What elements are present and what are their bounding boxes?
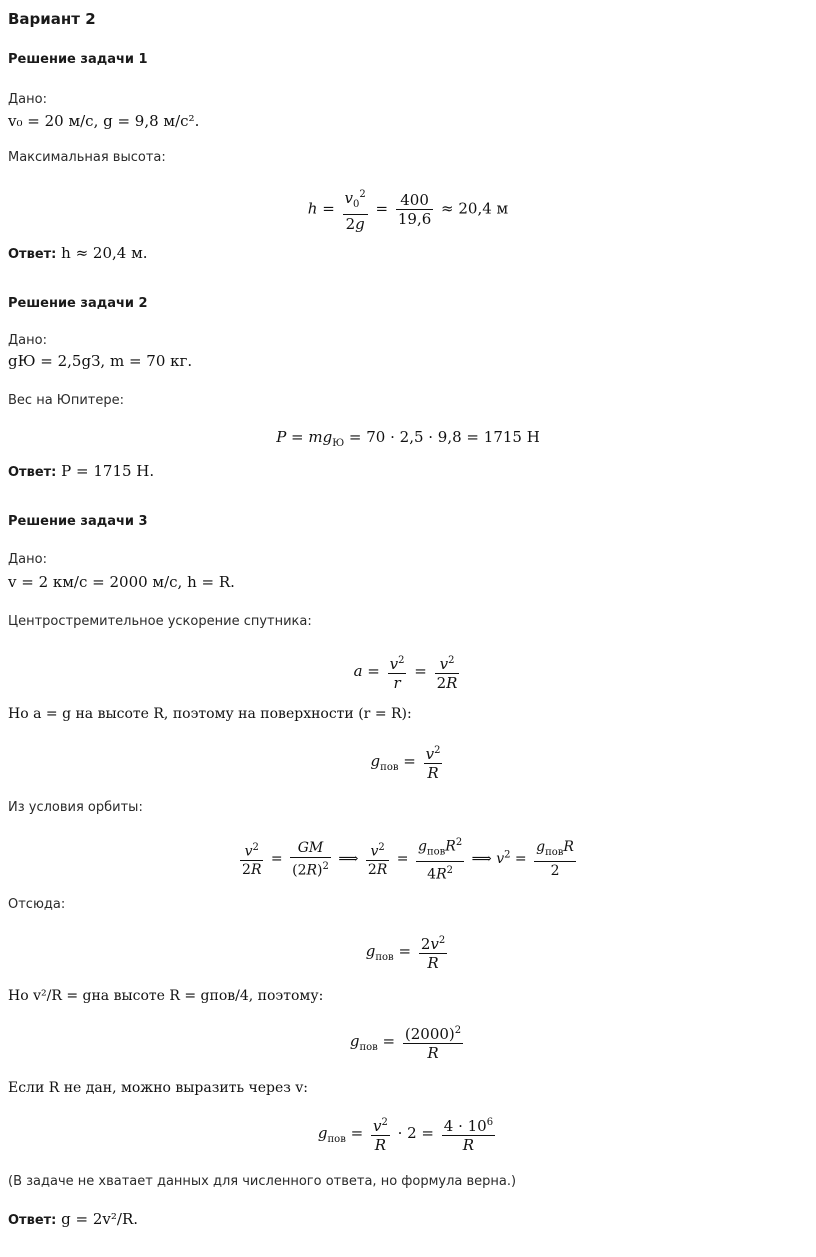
problem-1-given-label: Дано: bbox=[8, 92, 47, 107]
problem-3-formula-5: $g_{пов}$ = $\frac{(2000)^2}{R}$ bbox=[0, 1022, 816, 1062]
problem-2-answer bbox=[8, 462, 154, 480]
problem-2-heading: Решение задачи 2 bbox=[8, 296, 148, 311]
problem-3-answer bbox=[8, 1210, 138, 1228]
problem-1-given: v₀ = 20 м/с, g = 9,8 м/с². bbox=[8, 112, 200, 130]
problem-3-text-4: Отсюда: bbox=[8, 897, 66, 912]
problem-3-text-1: Центростремительное ускорение спутника: bbox=[8, 614, 312, 629]
problem-3-formula-2: $g_{пов}$ = $\frac{v^2}{R}$ bbox=[0, 742, 816, 782]
document-title: Вариант 2 bbox=[8, 10, 96, 28]
problem-2-text: Вес на Юпитере: bbox=[8, 393, 124, 408]
problem-3-answer-label: Ответ: bbox=[8, 1213, 57, 1228]
problem-1-answer-label: Ответ: bbox=[8, 247, 57, 262]
problem-1-answer-value: h ≈ 20,4 м. bbox=[61, 244, 148, 262]
problem-3-answer-value: g = 2v²/R. bbox=[61, 1210, 139, 1228]
problem-3-heading: Решение задачи 3 bbox=[8, 514, 148, 529]
problem-3-formula-6: $g_{пов}$ = $\frac{v^2}{R}$ · 2 = $\frac{4 \cdot 10^6}{R}$ bbox=[0, 1114, 816, 1154]
problem-3-formula-4: $g_{пов}$ = $\frac{2v^2}{R}$ bbox=[0, 932, 816, 972]
problem-3-text-3: Из условия орбиты: bbox=[8, 800, 143, 815]
problem-2-formula: $P = mg_Ю = 70 \cdot 2,5 \cdot 9,8 = 1715$ Н bbox=[276, 428, 540, 449]
problem-1-text: Максимальная высота: bbox=[8, 150, 166, 165]
problem-3-note: (В задаче не хватает данных для численного ответа, но формула верна.) bbox=[8, 1174, 517, 1189]
problem-2-answer-value: P = 1715 Н. bbox=[61, 462, 155, 480]
problem-3-text-2: Но a = g на высоте R, поэтому на поверхности (r = R): bbox=[8, 706, 412, 722]
problem-1-heading: Решение задачи 1 bbox=[8, 52, 148, 67]
problem-2-given: gЮ = 2,5gЗ, m = 70 кг. bbox=[8, 352, 193, 370]
problem-3-given: v = 2 км/с = 2000 м/с, h = R. bbox=[8, 573, 235, 591]
problem-1-formula: h = $\frac{v_0^2}{2g}$ = $\frac{400}{19,6}$ ≈ 20,4 м bbox=[0, 186, 816, 233]
problem-3-text-5: Но v²/R = gна высоте R = gпов/4, поэтому: bbox=[8, 988, 324, 1004]
problem-3-given-label: Дано: bbox=[8, 552, 47, 567]
problem-2-given-label: Дано: bbox=[8, 333, 47, 348]
problem-3-formula-1: a = $\frac{v^2}{r}$ = $\frac{v^2}{2R}$ bbox=[0, 652, 816, 692]
problem-3-formula-3: $\frac{v^2}{2R}$ = $\frac{GM}{(2R)^2}$ ⟹ $\frac{v^2}{2R}$ = $\frac{g_{пов}R^2}{4R^2}$ ⟹ $v^2$ = $\frac{g_{пов}R}{2}$ bbox=[0, 834, 816, 884]
problem-2-answer-label: Ответ: bbox=[8, 465, 57, 480]
problem-1-answer bbox=[8, 244, 148, 262]
problem-3-text-6: Если R не дан, можно выразить через v: bbox=[8, 1080, 309, 1096]
